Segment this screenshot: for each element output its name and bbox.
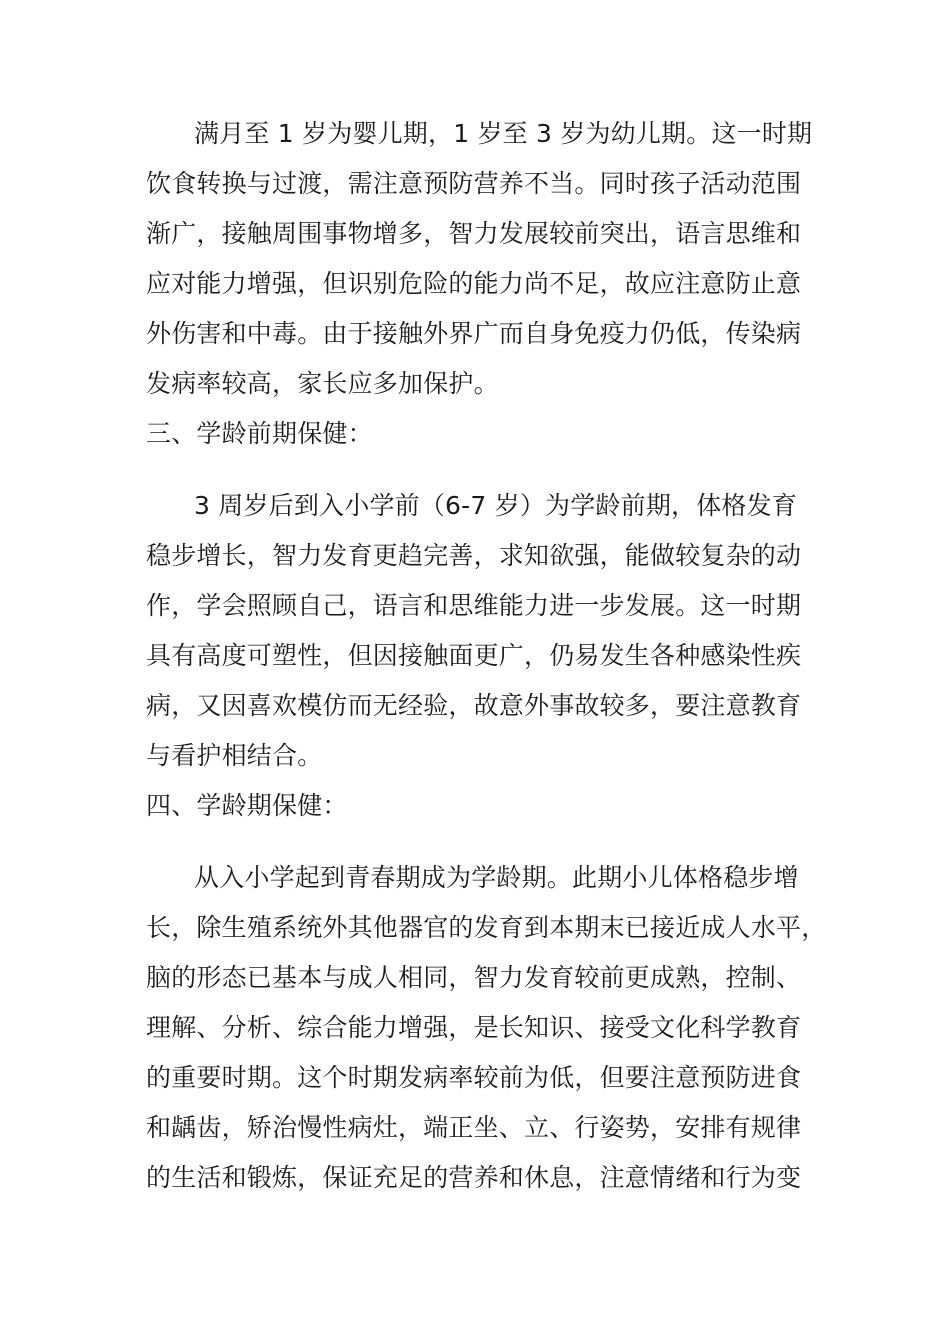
paragraph-preschool-line: 病，又因喜欢模仿而无经验，故意外事故较多，要注意教育 <box>146 691 802 720</box>
paragraph-infant-line: 满月至 1 岁为婴儿期，1 岁至 3 岁为幼儿期。这一时期 <box>194 119 813 148</box>
paragraph-school-line: 脑的形态已基本与成人相同，智力发育较前更成熟，控制、 <box>146 963 802 992</box>
paragraph-preschool-line: 具有高度可塑性，但因接触面更广，仍易发生各种感染性疾 <box>146 641 802 670</box>
paragraph-infant-line: 应对能力增强，但识别危险的能力尚不足，故应注意防止意 <box>146 269 802 298</box>
paragraph-preschool-line: 稳步增长，智力发育更趋完善，求知欲强，能做较复杂的动 <box>146 541 802 570</box>
section-heading-school: 四、学龄期保健： <box>146 791 348 820</box>
paragraph-preschool-line: 作，学会照顾自己，语言和思维能力进一步发展。这一时期 <box>146 591 802 620</box>
paragraph-school-line: 的重要时期。这个时期发病率较前为低，但要注意预防进食 <box>146 1063 802 1092</box>
paragraph-infant-line: 外伤害和中毒。由于接触外界广而自身免疫力仍低，传染病 <box>146 319 802 348</box>
paragraph-school-line: 理解、分析、综合能力增强，是长知识、接受文化科学教育 <box>146 1013 802 1042</box>
paragraph-school-line: 和龋齿，矫治慢性病灶，端正坐、立、行姿势，安排有规律 <box>146 1113 802 1142</box>
paragraph-preschool-line: 与看护相结合。 <box>146 741 323 770</box>
paragraph-school-line: 从入小学起到青春期成为学龄期。此期小儿体格稳步增 <box>194 863 799 892</box>
paragraph-infant-line: 渐广，接触周围事物增多，智力发展较前突出，语言思维和 <box>146 219 802 248</box>
paragraph-infant-line: 饮食转换与过渡，需注意预防营养不当。同时孩子活动范围 <box>146 169 802 198</box>
paragraph-preschool-line: 3 周岁后到入小学前（6-7 岁）为学龄前期，体格发育 <box>194 491 798 520</box>
section-heading-preschool: 三、学龄前期保健： <box>146 419 373 448</box>
paragraph-school-line: 的生活和锻炼，保证充足的营养和休息，注意情绪和行为变 <box>146 1163 802 1192</box>
paragraph-infant-line: 发病率较高，家长应多加保护。 <box>146 369 499 398</box>
paragraph-school-line: 长，除生殖系统外其他器官的发育到本期末已接近成人水平， <box>146 913 827 942</box>
